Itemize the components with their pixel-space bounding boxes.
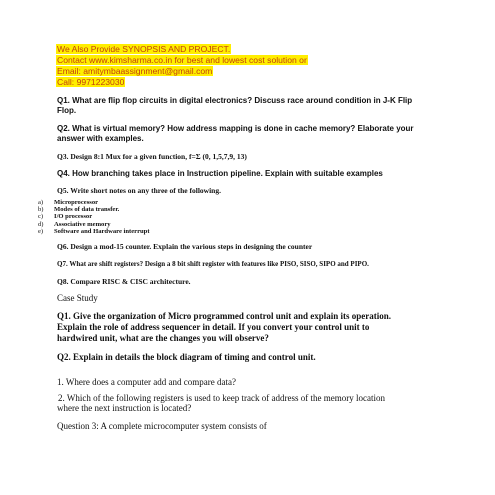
case-study-q1-line-2: Explain the role of address sequencer in detail. If you convert your control unit to [57, 322, 370, 332]
question-3: Q3. Design 8:1 Mux for a given function, f=Σ (0, 1,5,7,9, 13) [57, 152, 247, 161]
mcq-3: Question 3: A complete microcomputer system consists of [57, 421, 267, 431]
q5-list [38, 199, 150, 235]
case-study-q2: Q2. Explain in details the block diagram of timing and control unit. [57, 352, 316, 362]
mcq-2-line-2: where the next instruction is located? [57, 403, 192, 413]
list-item-text: I/O processor [54, 213, 93, 221]
case-study-q1-line-3: hardwired unit, what are the changes you will observe? [57, 333, 269, 343]
list-item-text: Associative memory [54, 220, 111, 228]
question-2-line-1: Q2. What is virtual memory? How address mapping is done in cache memory? Elaborate your [57, 124, 414, 133]
promo-line-3: Email: amitymbaassignment@gmail.com [57, 66, 213, 76]
question-7: Q7. What are shift registers? Design a 8 bit shift register with features like PISO, SISO, SIPO and PIPO. [57, 260, 369, 268]
list-marker: b) [38, 206, 44, 214]
question-1-line-1: Q1. What are flip flop circuits in digital electronics? Discuss race around condition in J-K Flip [57, 96, 413, 105]
case-study-heading: Case Study [57, 293, 98, 303]
mcq-1: 1. Where does a computer add and compare data? [57, 377, 237, 387]
question-1-line-2: Flop. [57, 106, 77, 115]
question-6: Q6. Design a mod-15 counter. Explain the various steps in designing the counter [57, 242, 313, 251]
list-item [38, 206, 150, 213]
list-marker: c) [38, 213, 44, 221]
list-marker: a) [38, 199, 44, 206]
list-marker: e) [38, 227, 44, 235]
list-item [38, 228, 150, 235]
question-4: Q4. How branching takes place in Instruction pipeline. Explain with suitable examples [57, 169, 383, 178]
list-item [38, 213, 150, 220]
list-item-text: Software and Hardware interrupt [54, 227, 150, 235]
mcq-2-line-1: 2. Which of the following registers is used to keep track of address of the memory location [58, 393, 385, 403]
list-item [38, 199, 150, 206]
question-8: Q8. Compare RISC & CISC architecture. [57, 277, 191, 286]
question-5: Q5. Write short notes on any three of the following. [57, 186, 221, 195]
promo-line-1: We Also Provide SYNOPSIS AND PROJECT. [57, 44, 231, 54]
list-item-text: Modes of data transfer. [54, 206, 120, 214]
list-item [38, 221, 150, 228]
case-study-q1-line-1: Q1. Give the organization of Micro programmed control unit and explain its operation. [57, 311, 391, 321]
promo-line-2: Contact www.kimsharma.co.in for best and lowest cost solution or [57, 55, 307, 65]
list-item-text: Microprocessor [54, 199, 99, 206]
question-2-line-2: answer with examples. [57, 134, 144, 143]
promo-line-4: Call: 9971223030 [57, 77, 125, 87]
list-marker: d) [38, 220, 44, 228]
